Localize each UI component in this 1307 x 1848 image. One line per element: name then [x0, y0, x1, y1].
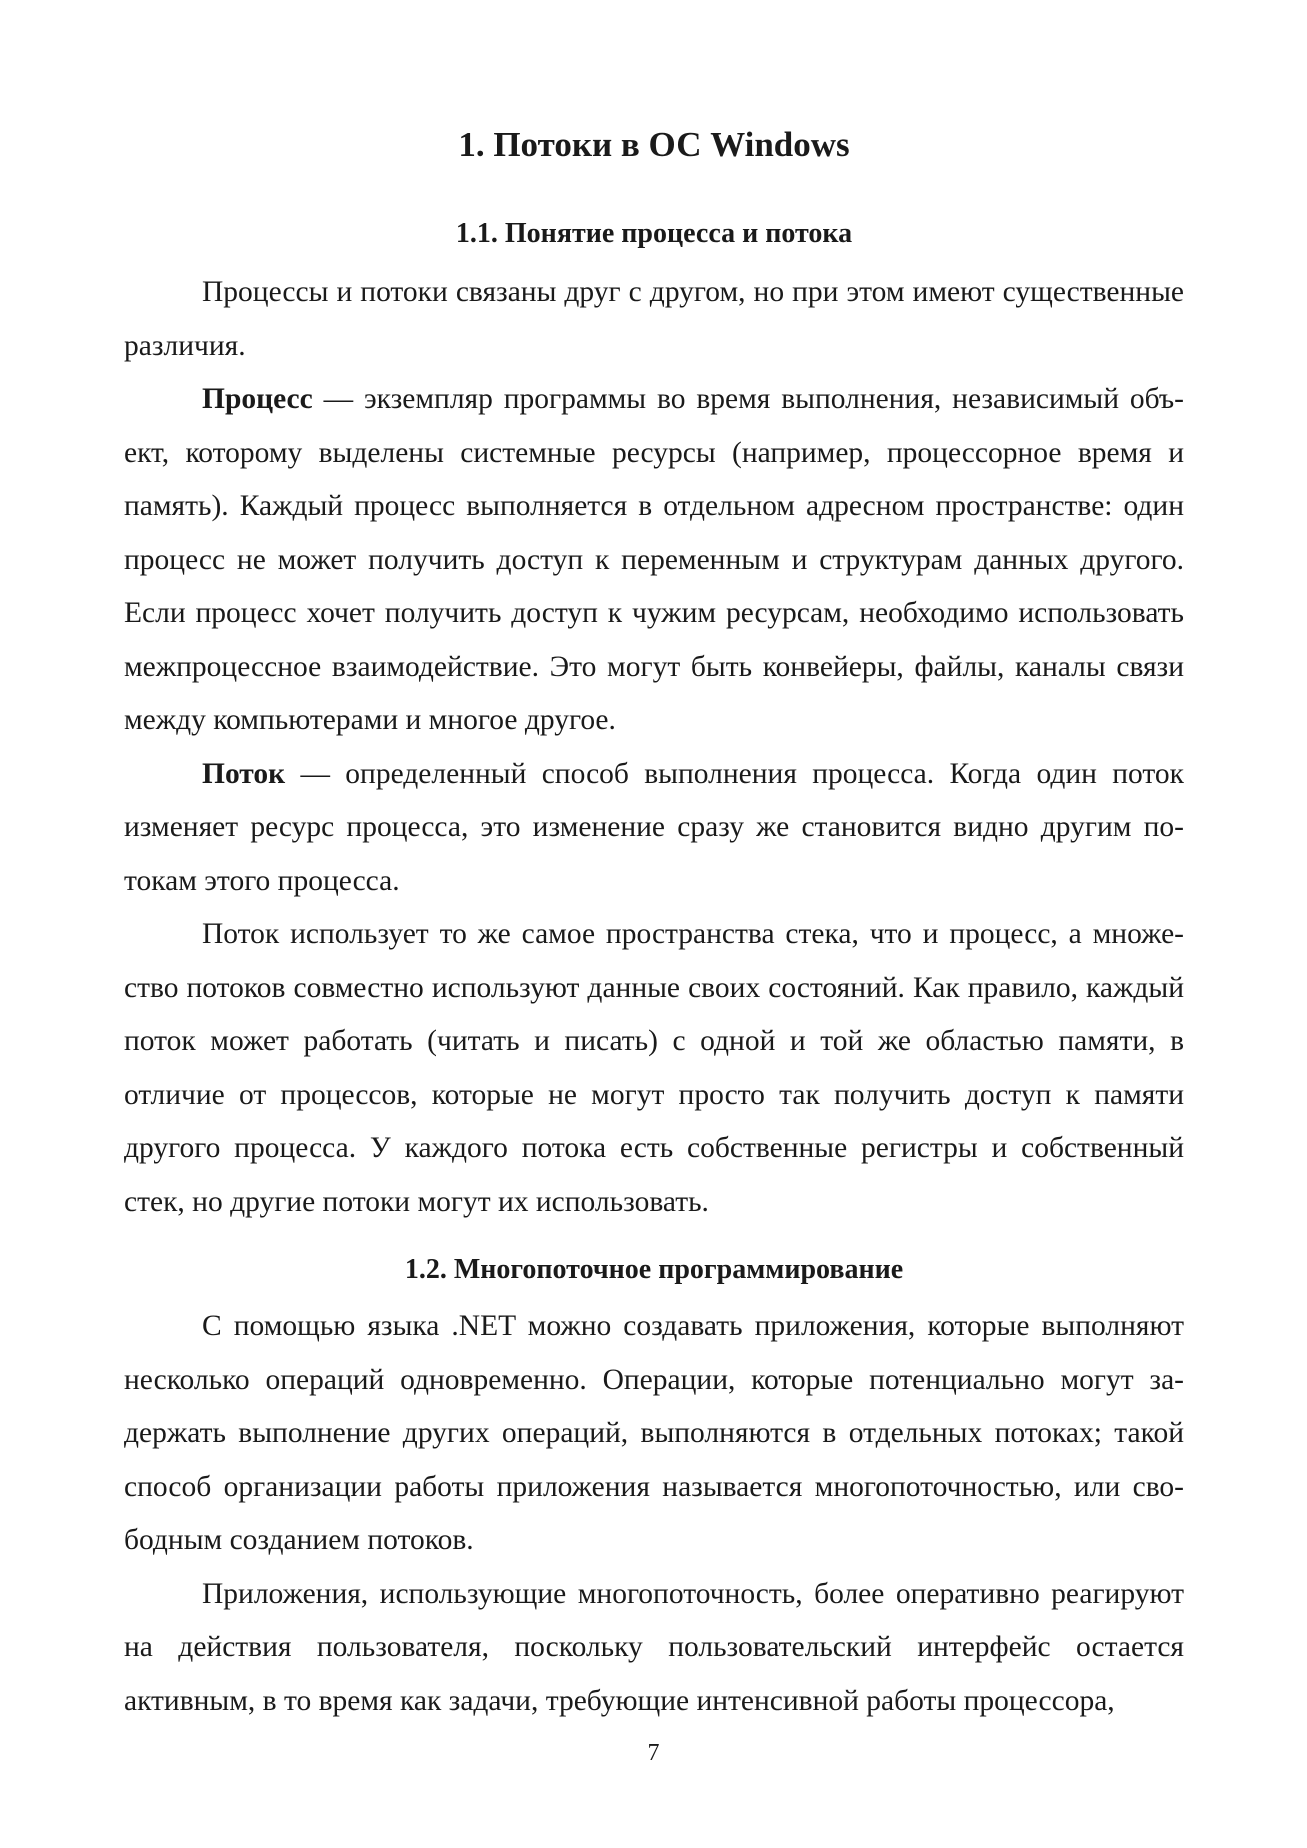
- term-thread: Поток: [202, 757, 286, 790]
- page-number: 7: [647, 1740, 660, 1766]
- term-process: Процесс: [202, 383, 313, 415]
- paragraph-thread: [124, 748, 1184, 909]
- paragraph-multithreading: С помощью языка .NET можно создавать приложения, которые выполняют несколько операций одновременно. Операции, которые потенциально могут задержать выполнение других операций, выполняются в отдельных потоках; такой способ организации работы приложения называется многопоточностью, или свободным созданием потоков.: [124, 1310, 1184, 1556]
- paragraph-process: [124, 373, 1184, 748]
- thread-definition: — определенный способ выполнения процесса. Когда один поток изменяет ресурс процесса, это изменение сразу же становится видно другим потокам этого процесса.: [124, 757, 1184, 897]
- section-title-1-1: 1.1. Понятие процесса и потока: [455, 218, 853, 249]
- process-definition: — экземпляр программы во время выполнения, независимый объект, которому выделены системные ресурсы (например, процессорное время и память). Каждый процесс выполняется в отдельном адресном пространстве: один процесс не может получить доступ к переменным и структурам данных другого. Если процесс хочет получить доступ к чужим ресурсам, необходимо использовать межпроцессное взаимодействие. Это могут быть конвейеры, файлы, каналы связи между компьютерами и многое другое.: [124, 383, 1184, 736]
- paragraph-thread-details: Поток использует то же самое пространства стека, что и процесс, а множество потоков совместно используют данные своих состояний. Как правило, каждый поток может работать (читать и писать) с одной и той же областью памяти, в отличие от процессов, которые не могут просто так получить доступ к памяти другого процесса. У каждого потока есть собственные регистры и собственный стек, но другие потоки могут их использовать.: [124, 918, 1184, 1218]
- section-1-2-body: [124, 1300, 1184, 1728]
- paragraph-multithreading-benefits: Приложения, использующие многопоточность, более оперативно реагируют на действия пользователя, поскольку пользовательский интерфейс остается активным, в то время как задачи, требующие интенсивной работы процессора,: [124, 1577, 1184, 1717]
- chapter-title: 1. Потоки в ОС Windows: [458, 125, 850, 164]
- section-1-1-body: [124, 266, 1184, 1229]
- section-title-1-2: 1.2. Многопоточное программирование: [404, 1254, 904, 1285]
- paragraph-intro: Процессы и потоки связаны друг с другом, но при этом имеют существенные различия.: [124, 276, 1184, 362]
